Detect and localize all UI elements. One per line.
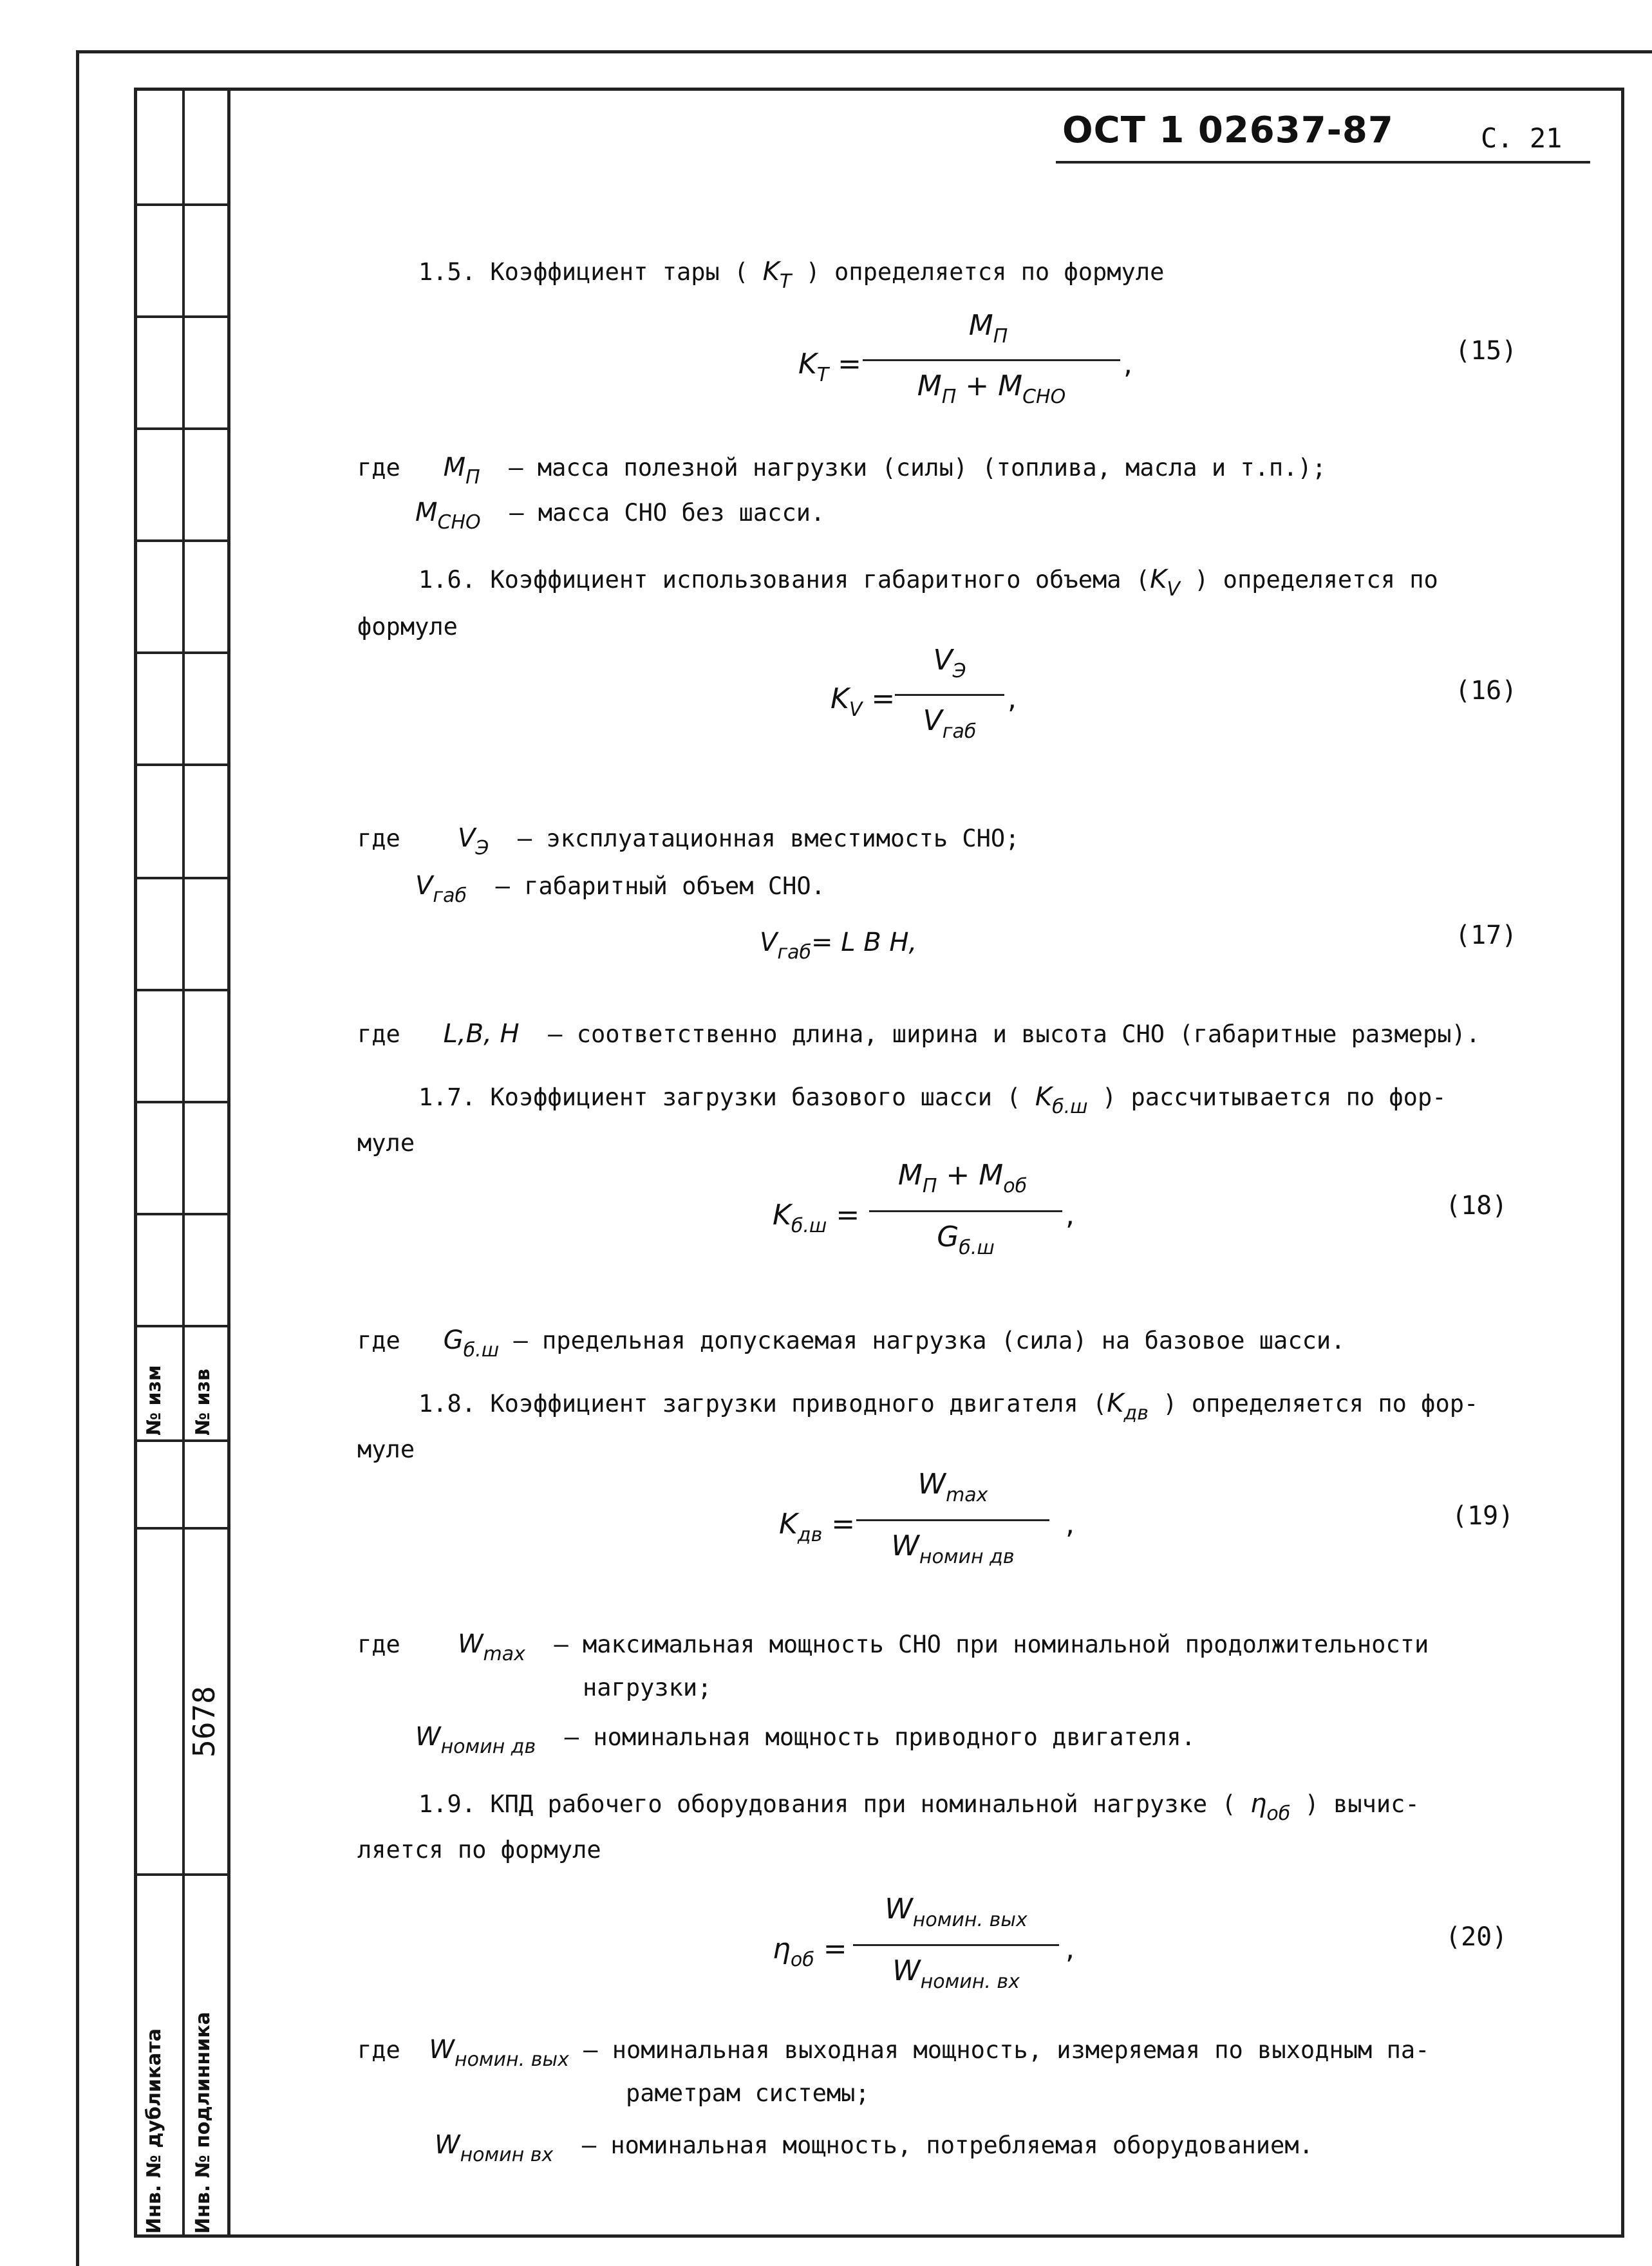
side-label-izv: № изв [192, 1369, 214, 1436]
side-cell-line [134, 1439, 230, 1442]
para-1-7-intro-line2: муле [357, 1129, 415, 1157]
where-17: где L,B, H – соответственно длина, ширина и высота СНО (габаритные размеры). [357, 1019, 1481, 1049]
para-1-6-intro-line2: формуле [357, 613, 458, 641]
equation-number-15: (15) [1455, 336, 1517, 366]
where-1-8-line2: $W_{номин дв}$ – номинальная мощность приводного двигателя. [415, 1722, 1196, 1758]
para-1-7-intro-line1: 1.7. Коэффициент загрузки базового шасси ( $K_{б.ш}$ ) рассчитывается по фор- [418, 1082, 1447, 1118]
page-number: С. 21 [1481, 122, 1563, 154]
outer-border-top [77, 50, 1652, 53]
para-1-6-intro-line1: 1.6. Коэффициент использования габаритного объема ($K_V$ ) определяется по [418, 565, 1438, 601]
side-cell-line [134, 763, 230, 766]
para-1-5-intro: 1.5. Коэффициент тары ( $K_T$ ) определяется по формуле [418, 257, 1165, 293]
side-cell-line [134, 539, 230, 542]
side-inventory-number: 5678 [187, 1686, 221, 1757]
equation-number-16: (16) [1455, 676, 1517, 706]
where-1-9-line2: $W_{номин вх}$ – номинальная мощность, потребляемая оборудованием. [435, 2130, 1313, 2166]
side-cell-line [134, 877, 230, 879]
side-label-dublikat: Инв. № дубликата [143, 2028, 165, 2234]
side-label-podlinnik: Инв. № подлинника [192, 2012, 214, 2234]
para-1-9-intro-line1: 1.9. КПД рабочего оборудования при номинальной нагрузке ( $\eta_{об}$ ) вычис- [418, 1789, 1420, 1825]
header-rule [1056, 161, 1590, 164]
where-1-8-line1-cont: нагрузки; [583, 1674, 712, 1701]
where-1-5-line1: где $M_П$ – масса полезной нагрузки (силы) (топлива, масла и т.п.); [357, 453, 1327, 489]
where-1-9-line1-cont: раметрам системы; [626, 2079, 870, 2107]
where-1-9-line1: где $W_{номин. вых}$ – номинальная выходная мощность, измеряемая по выходным па- [357, 2035, 1430, 2071]
side-cell-line [134, 1325, 230, 1327]
side-strip-divider [182, 88, 185, 2238]
side-label-izm: № изм [143, 1365, 165, 1436]
side-cell-line [134, 1101, 230, 1103]
para-1-8-intro-line1: 1.8. Коэффициент загрузки приводного двигателя ($K_{дв}$ ) определяется по фор- [418, 1389, 1479, 1425]
equation-number-20: (20) [1445, 1922, 1508, 1952]
para-1-9-intro-line2: ляется по формуле [357, 1836, 601, 1864]
equation-number-19: (19) [1452, 1501, 1514, 1531]
side-cell-line [134, 651, 230, 654]
where-1-6-line1: где $V_Э$ – эксплуатационная вместимость СНО; [357, 823, 1020, 859]
side-cell-line [134, 1873, 230, 1876]
side-cell-line [134, 315, 230, 318]
where-1-7: где $G_{б.ш}$ – предельная допускаемая нагрузка (сила) на базовое шасси. [357, 1325, 1346, 1362]
para-1-8-intro-line2: муле [357, 1436, 415, 1463]
side-cell-line [134, 1527, 230, 1530]
side-cell-line [134, 1213, 230, 1215]
where-1-5-line2: $M_{СНО}$ – масса СНО без шасси. [415, 498, 825, 534]
outer-border-left [76, 50, 79, 2266]
where-1-8-line1: где $W_{max}$ – максимальная мощность СНО при номинальной продолжительности [357, 1629, 1429, 1665]
side-cell-line [134, 989, 230, 991]
side-cell-line [134, 427, 230, 430]
side-cell-line [134, 203, 230, 206]
equation-number-18: (18) [1445, 1191, 1508, 1221]
where-1-6-line2: $V_{габ}$ – габаритный объем СНО. [415, 871, 825, 907]
formula-17: $V_{габ}= L$ B H, [760, 928, 917, 964]
equation-number-17: (17) [1455, 921, 1517, 950]
document-code: ОСТ 1 02637-87 [1062, 109, 1394, 151]
